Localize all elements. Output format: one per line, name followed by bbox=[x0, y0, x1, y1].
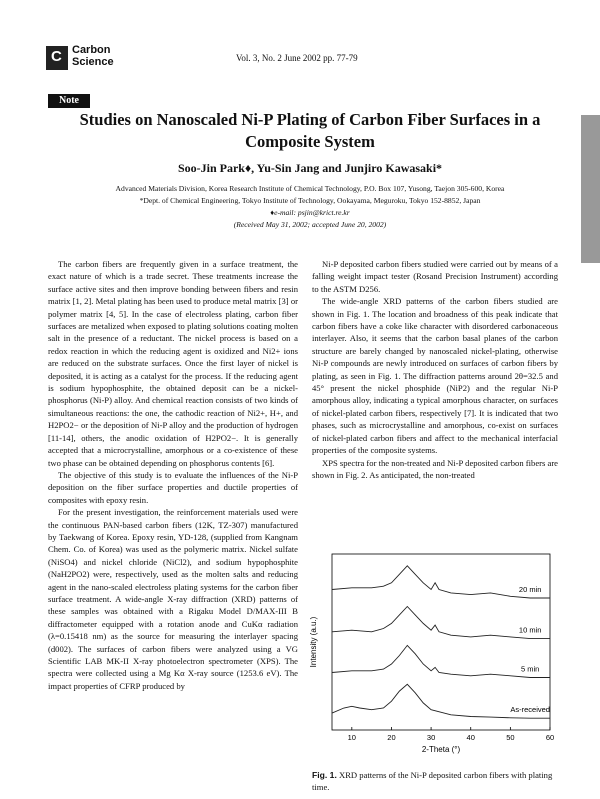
paragraph: The wide-angle XRD patterns of the carbon fibers studied are shown in Fig. 1. The location and broadness of this peak indicate that carbon fibers have a coke like character with disordered carbonaceous interlayer. Also, it seems that the carbon basal planes of the carbon structure are barely changed by nanoscaled nickel-plating, otherwise Ni-P compounds are newly introduced on surfaces of carbon fibers by plating, as seen in Fig. 1. The diffraction patterns around 2θ=32.5 and 45° present the nickel phosphide (NiP2) and the regular Ni-P amorphous alloy, indicating a typical amorphous character, on surfaces of nickel-plated carbon fibers, respectively [7]. It is indicated that two phases, such as microcrystalline and amorphous, co-exist on surfaces of nickel-plated carbon fibers and affect to the mechanical interfacial properties of the composite systems. bbox=[312, 296, 558, 456]
authors: Soo-Jin Park♦, Yu-Sin Jang and Junjiro Kawasaki* bbox=[177, 161, 443, 175]
side-tab bbox=[581, 115, 600, 263]
series-line bbox=[332, 607, 550, 639]
note-badge: Note bbox=[48, 94, 90, 108]
paper-title: Studies on Nanoscaled Ni-P Plating of Carbon Fiber Surfaces in a Composite System bbox=[79, 110, 541, 151]
journal-name-line2: Science bbox=[72, 56, 114, 68]
paragraph: The objective of this study is to evaluate the influences of the Ni-P deposition on the fiber surface properties and ductile properties of composites with epoxy resin. bbox=[48, 469, 298, 505]
x-tick-label: 60 bbox=[545, 733, 555, 742]
xrd-chart bbox=[302, 540, 572, 780]
series-label: 20 min bbox=[518, 585, 542, 594]
series-line bbox=[332, 566, 550, 598]
affiliation-2: *Dept. of Chemical Engineering, Tokyo Institute of Technology, Ookayama, Meguroku, Tokyo 152-8852, Japan bbox=[139, 196, 481, 205]
caption-text: XRD patterns of the Ni-P deposited carbon fibers with plating time. bbox=[312, 770, 553, 792]
email: ♦e-mail: psjin@krict.re.kr bbox=[270, 208, 350, 217]
journal-info: Vol. 3, No. 2 June 2002 pp. 77-79 bbox=[236, 53, 358, 63]
journal-name-line1: Carbon bbox=[72, 44, 111, 56]
series-label: 5 min bbox=[521, 664, 540, 674]
affiliation-1: Advanced Materials Division, Korea Research Institute of Chemical Technology, P.O. Box 107, Yusong, Taejon 305-600, Korea bbox=[115, 184, 505, 193]
series-label: 10 min bbox=[518, 625, 542, 635]
x-axis-label: 2-Theta (°) bbox=[421, 745, 461, 754]
series-label: As-received bbox=[510, 705, 550, 715]
x-tick-label: 50 bbox=[506, 733, 515, 742]
caption-label: Fig. 1. bbox=[312, 770, 337, 780]
journal-name bbox=[72, 44, 132, 68]
paragraph: The carbon fibers are frequently given in a surface treatment, the exact nature of which is a trade secret. These treatments increase the surface active sites and then improve bonding between fibers and resin matrix [1, 2]. Metal plating has been used to produce metal matrix [3] or polymer matrix [4, 5]. In the case of electroless plating, carbon fiber surfaces are metalized when exposed to plating solutions coating molten salt in the presence of a reductant. The nickel process is based on a redox reaction in which the reducing agent is oxidized and Ni2+ ions are reduced on the substrate surfaces. Once the first layer of nickel is deposited, it is acting as a catalyst for the process. If the reducing agent is sodium hypophosphite, the obtained deposit can be a nickel-phosphorus (Ni-P) alloy. And chemical reaction consists of two kinds of simultaneous reactions: the one, the cathodic reaction of Ni2+, H+, and H2PO2− or the deposition of Ni-P alloy and the production of hydrogen [11-14], others, the anodic oxidation of H2PO2−. It is generally accepted that a microcrystalline, amorphous or a co-existence of these two phase can be obtained depending on phosphorus contents [6]. bbox=[48, 259, 298, 468]
x-tick-label: 40 bbox=[466, 733, 475, 742]
journal-logo bbox=[46, 46, 68, 70]
series-line bbox=[332, 645, 550, 677]
paragraph: Ni-P deposited carbon fibers studied were carried out by means of a falling weight impact tester (Rosand Precision Instrument) according to the ASTM D256. bbox=[312, 259, 558, 294]
paragraph: For the present investigation, the reinforcement materials used were the continuous PAN-based carbon fibers (12K, TZ-307) manufactured by Taekwang of Korea. Epoxy resin, YD-128, (supplied from Kangnam Chem. Co. of Korea) was used as the polymeric matrix. Nickel sulfate (NiSO4) and nickel chloride (NiCl2), and sodium hypophosphite (NaH2PO2) were, respectively, used as the molten salts and reducing agent in the nano-scaled electroless plating systems for the carbon fiber surface treatment. A wide-angle X-ray diffraction (XRD) patterns of these samples was obtained with a Rigaku Model D/MAX-III B diffractometer equipped with a rotation anode and CuKα radiation (λ=0.15418 nm) as the source for measuring the interlayer spacing (d002). The surfaces of carbon fibers were analyzed using a VG Scientific LAB MK-II X-ray photoelectron spectrometer (XPS). The spectra were collected using a Mg Kα X-ray source (1253.6 eV). The impact properties of CFRP produced by bbox=[48, 507, 298, 691]
paragraph: XPS spectra for the non-treated and Ni-P deposited carbon fibers are shown in Fig. 2. As anticipated, the non-treated bbox=[312, 457, 558, 480]
body-right-column bbox=[312, 258, 558, 481]
received-dates: (Received May 31, 2002; accepted June 20, 2002) bbox=[233, 220, 387, 229]
plot-frame bbox=[332, 554, 550, 730]
x-tick-label: 10 bbox=[347, 733, 356, 742]
x-tick-label: 30 bbox=[426, 733, 436, 742]
x-tick-label: 20 bbox=[387, 733, 396, 742]
figure-caption bbox=[312, 770, 558, 793]
body-left-column bbox=[48, 258, 298, 692]
y-axis-label: Intensity (a.u.) bbox=[309, 616, 318, 668]
